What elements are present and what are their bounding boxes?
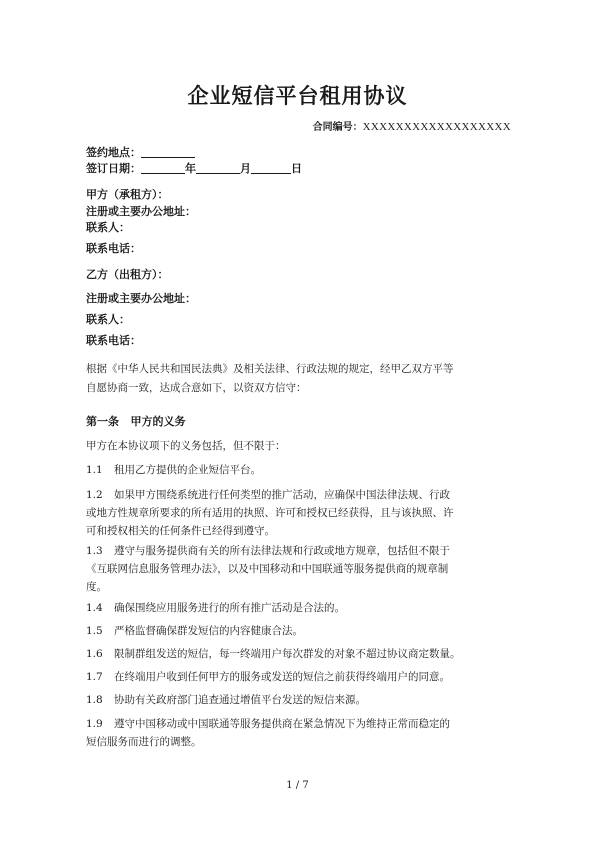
clause-number: 1.5 xyxy=(86,625,103,637)
clause-1-1 xyxy=(86,462,261,477)
clause-1-9 xyxy=(86,716,450,731)
clause-1-8 xyxy=(86,692,366,707)
month-blank xyxy=(196,161,240,174)
clause-text-line: 《互联网信息服务管理办法》，以及中国移动和中国联通等服务提供商的规章制 xyxy=(86,563,449,575)
party-a-title: 甲方（承租方）： xyxy=(86,188,169,201)
clause-number: 1.7 xyxy=(86,671,103,683)
contract-number-label: 合同编号： xyxy=(312,122,363,133)
day-blank xyxy=(251,161,291,174)
sign-place-blank xyxy=(141,145,195,158)
clause-1-7 xyxy=(86,669,450,684)
clause-text: 如果甲方围绕系统进行任何类型的推广活动，应确保中国法律法规、行政 xyxy=(114,489,450,501)
clause-1-5 xyxy=(86,623,303,638)
clause-number: 1.1 xyxy=(86,464,103,476)
party-a-contact-label: 联系人： xyxy=(86,221,130,234)
clause-text: 协助有关政府部门追查通过增值平台发送的短信来源。 xyxy=(114,694,366,706)
day-label: 日 xyxy=(291,162,302,175)
clause-text: 限制群组发送的短信，每一终端用户每次群发的对象不超过协议商定数量。 xyxy=(114,648,461,660)
contract-number-value: XXXXXXXXXXXXXXXXXX xyxy=(362,121,511,133)
clause-text-line: 度。 xyxy=(86,581,107,593)
clause-text: 确保围绕应用服务进行的所有推广活动是合法的。 xyxy=(114,602,345,614)
sign-place xyxy=(86,144,195,160)
clause-number: 1.3 xyxy=(86,545,103,557)
party-b-address-label: 注册或主要办公地址： xyxy=(86,292,196,305)
party-a-phone-label: 联系电话： xyxy=(86,242,141,255)
article-1-heading xyxy=(86,413,186,429)
document-title: 企业短信平台租用协议 xyxy=(187,84,408,108)
clause-text: 遵守与服务提供商有关的所有法律法规和行政或地方规章，包括但不限于 xyxy=(114,545,450,557)
sign-date xyxy=(86,160,302,176)
party-b-phone-label: 联系电话： xyxy=(86,334,141,347)
preamble-line-1: 根据《中华人民共和国民法典》及相关法律、行政法规的规定，经甲乙双方平等 xyxy=(86,363,454,375)
clause-text: 租用乙方提供的企业短信平台。 xyxy=(114,464,261,476)
clause-1-6 xyxy=(86,646,461,661)
contract-number xyxy=(313,118,511,133)
clause-number: 1.2 xyxy=(86,489,103,501)
article-1-number: 第一条 xyxy=(86,415,119,428)
party-b-title: 乙方（出租方）： xyxy=(86,268,169,281)
clause-1-4 xyxy=(86,600,345,615)
clause-text-line: 或地方性规章所要求的所有适用的执照、许可和授权已经获得，且与该执照、许 xyxy=(86,507,454,519)
clause-text: 在终端用户收到任何甲方的服务或发送的短信之前获得终端用户的同意。 xyxy=(114,671,450,683)
clause-number: 1.9 xyxy=(86,718,103,730)
clause-number: 1.8 xyxy=(86,694,103,706)
clause-text-line: 可和授权相关的任何条件已经得到遵守。 xyxy=(86,525,275,537)
clause-1-2 xyxy=(86,487,450,502)
sign-place-label: 签约地点： xyxy=(86,146,141,159)
clause-1-3 xyxy=(86,543,450,558)
clause-text-line: 短信服务而进行的调整。 xyxy=(86,736,202,748)
month-label: 月 xyxy=(240,162,251,175)
clause-number: 1.6 xyxy=(86,648,103,660)
page-number: 1 / 7 xyxy=(286,780,309,791)
year-blank xyxy=(141,161,185,174)
article-1-title: 甲方的义务 xyxy=(130,415,186,428)
sign-date-label: 签订日期： xyxy=(86,162,141,175)
article-1-intro: 甲方在本协议项下的义务包括，但不限于： xyxy=(86,440,286,452)
clause-number: 1.4 xyxy=(86,602,103,614)
clause-text: 严格监督确保群发短信的内容健康合法。 xyxy=(114,625,303,637)
preamble-line-2: 自愿协商一致，达成合意如下，以资双方信守： xyxy=(86,382,307,394)
party-a-address-label: 注册或主要办公地址： xyxy=(86,205,196,218)
year-label: 年 xyxy=(185,162,196,175)
clause-text: 遵守中国移动或中国联通等服务提供商在紧急情况下为维持正常而稳定的 xyxy=(114,718,450,730)
party-b-contact-label: 联系人： xyxy=(86,313,130,326)
